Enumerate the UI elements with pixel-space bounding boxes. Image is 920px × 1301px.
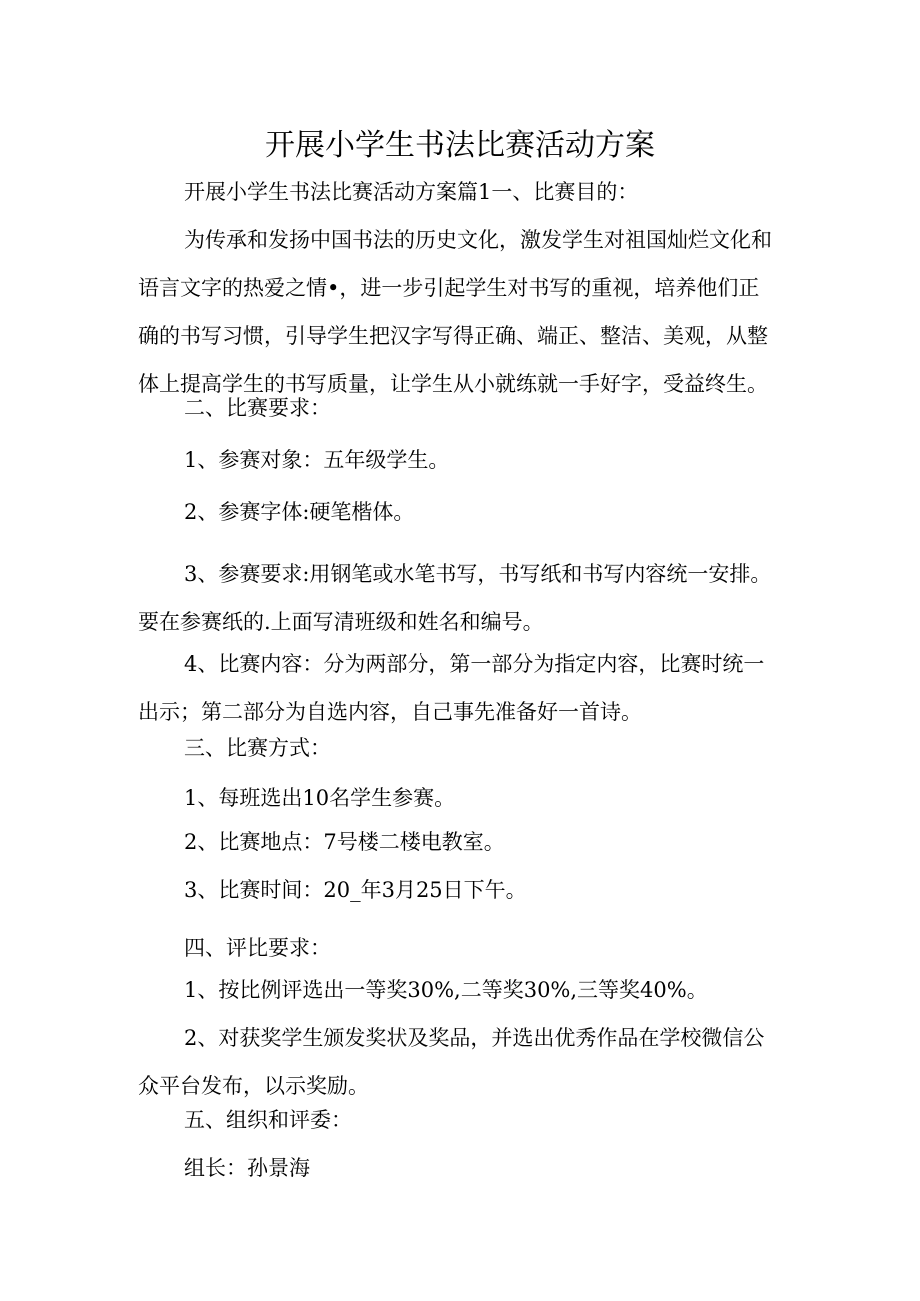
judging-item-2-line-1: 2、对获奖学生颁发奖状及奖品，并选出优秀作品在学校微信公: [184, 1026, 765, 1050]
requirement-item-3: [138, 550, 786, 646]
requirement-item-3-line-1: 3、参赛要求:用钢笔或水笔书写，书写纸和书写内容统一安排。: [184, 562, 772, 586]
judging-item-2-line-2: 众平台发布，以示奖励。: [138, 1074, 369, 1098]
section-heading-method: 三、比赛方式：: [184, 736, 331, 760]
section-heading-judging: 四、评比要求：: [184, 936, 331, 960]
intro-heading: 开展小学生书法比赛活动方案篇1一、比赛目的：: [184, 180, 639, 204]
method-item-1: 1、每班选出10名学生参赛。: [184, 786, 456, 810]
requirement-item-2: 2、参赛字体:硬笔楷体。: [184, 500, 415, 524]
section-heading-organization: 五、组织和评委：: [184, 1108, 352, 1132]
judging-item-1: 1、按比例评选出一等奖30%,二等奖30%,三等奖40%。: [184, 978, 708, 1002]
section-heading-requirements: 二、比赛要求：: [184, 396, 331, 420]
document-title: 开展小学生书法比赛活动方案: [265, 128, 655, 163]
method-item-2: 2、比赛地点：7号楼二楼电教室。: [184, 830, 505, 854]
purpose-line-1: 为传承和发扬中国书法的历史文化，激发学生对祖国灿烂文化和: [184, 228, 772, 252]
purpose-line-4: 体上提高学生的书写质量，让学生从小就练就一手好字，受益终生。: [138, 372, 768, 396]
method-item-3: 3、比赛时间：20_年3月25日下午。: [184, 878, 527, 902]
purpose-line-2: 语言文字的热爱之情•，进一步引起学生对书写的重视，培养他们正: [138, 276, 760, 300]
requirement-item-3-line-2: 要在参赛纸的.上面写清班级和姓名和编号。: [138, 610, 544, 634]
organization-leader: 组长：孙景海: [184, 1156, 310, 1180]
purpose-paragraph: [138, 216, 786, 408]
purpose-line-3: 确的书写习惯，引导学生把汉字写得正确、端正、整洁、美观，从整: [138, 324, 768, 348]
requirement-item-1: 1、参赛对象：五年级学生。: [184, 448, 450, 472]
requirement-item-4-line-2: 出示；第二部分为自选内容，自己事先准备好一首诗。: [138, 700, 642, 724]
requirement-item-4-line-1: 4、比赛内容：分为两部分，第一部分为指定内容，比赛时统一: [184, 652, 765, 676]
requirement-item-4: [138, 640, 786, 736]
